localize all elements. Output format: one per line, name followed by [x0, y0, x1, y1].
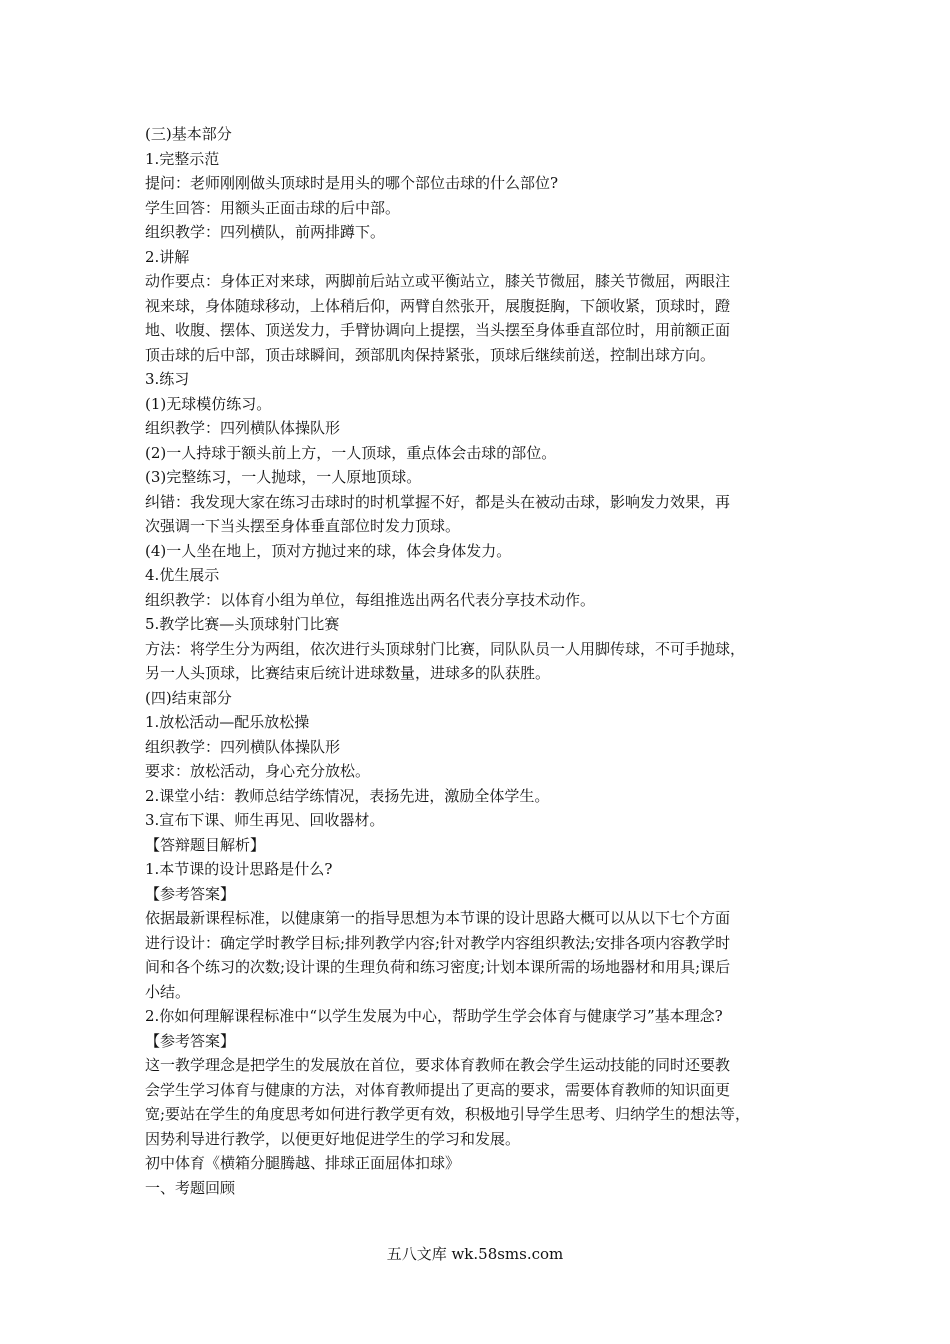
section-heading-defense: 【答辩题目解析】 — [145, 835, 266, 854]
text-line: 小结。 — [145, 982, 191, 1001]
text-line: 要求：放松活动，身心充分放松。 — [145, 762, 371, 780]
item-heading: 4.优生展示 — [145, 566, 220, 584]
text-line: 2.课堂小结：教师总结学练情况，表扬先进，激励全体学生。 — [145, 786, 550, 805]
item-heading: 5.教学比赛—头顶球射门比赛 — [145, 615, 340, 633]
text-line: 组织教学：以体育小组为单位，每组推选出两名代表分享技术动作。 — [145, 590, 596, 609]
text-line: 纠错：我发现大家在练习击球时的时机掌握不好，都是头在被动击球，影响发力效果，再 — [145, 492, 731, 511]
text-line: 进行设计：确定学时教学目标;排列教学内容;针对教学内容组织教法;安排各项内容教学时 — [145, 933, 731, 952]
text-line: 会学生学习体育与健康的方法，对体育教师提出了更高的要求，需要体育教师的知识面更 — [145, 1080, 731, 1099]
text-line: 这一教学理念是把学生的发展放在首位，要求体育教师在教会学生运动技能的同时还要教 — [145, 1056, 731, 1074]
question-line: 2.你如何理解课程标准中“以学生发展为中心，帮助学生学会体育与健康学习”基本理念? — [145, 1007, 723, 1025]
text-line: 组织教学：四列横队体操队形 — [145, 419, 341, 437]
text-line: 视来球，身体随球移动，上体稍后仰，两臂自然张开，展腹挺胸，下颌收紧，顶球时，蹬 — [145, 296, 731, 315]
text-line: 地、收腹、摆体、顶送发力，手臂协调向上提摆，当头摆至身体垂直部位时，用前额正面 — [145, 321, 731, 339]
answer-heading: 【参考答案】 — [145, 884, 236, 903]
text-line: (1)无球模仿练习。 — [145, 394, 272, 413]
text-line: 组织教学：四列横队体操队形 — [145, 737, 341, 756]
item-heading: 3.练习 — [145, 370, 190, 388]
answer-heading: 【参考答案】 — [145, 1031, 236, 1050]
text-line: 方法：将学生分为两组，依次进行头顶球射门比赛，同队队员一人用脚传球，不可手抛球， — [145, 639, 746, 658]
text-line: 另一人头顶球，比赛结束后统计进球数量，进球多的队获胜。 — [145, 664, 551, 682]
text-line: 3.宣布下课、师生再见、回收器材。 — [145, 811, 385, 829]
text-line: 依据最新课程标准，以健康第一的指导思想为本节课的设计思路大概可以从以下七个方面 — [145, 909, 731, 927]
text-line: 动作要点：身体正对来球，两脚前后站立或平衡站立，膝关节微屈，膝关节微屈，两眼注 — [145, 272, 731, 290]
section-heading-ending: (四)结束部分 — [145, 688, 232, 707]
footer-watermark: 五八文库 wk.58sms.com — [386, 1245, 564, 1263]
text-line: 因势利导进行教学，以便更好地促进学生的学习和发展。 — [145, 1129, 521, 1148]
text-line: (4)一人坐在地上，顶对方抛过来的球，体会身体发力。 — [145, 541, 512, 560]
section-heading-review: 一、考题回顾 — [145, 1178, 236, 1197]
text-line: 顶击球的后中部，顶击球瞬间，颈部肌肉保持紧张，顶球后继续前送，控制出球方向。 — [145, 345, 716, 364]
text-line: 学生回答：用额头正面击球的后中部。 — [145, 198, 401, 217]
question-line: 1.本节课的设计思路是什么? — [145, 860, 333, 878]
item-heading: 1.完整示范 — [145, 149, 220, 168]
text-line: 组织教学：四列横队，前两排蹲下。 — [145, 223, 386, 241]
topic-title: 初中体育《横箱分腿腾越、排球正面屈体扣球》 — [145, 1154, 461, 1172]
text-line: 宽;要站在学生的角度思考如何进行教学更有效，积极地引导学生思考、归纳学生的想法等， — [145, 1105, 751, 1123]
section-heading-basic: (三)基本部分 — [145, 125, 232, 143]
text-line: 次强调一下当头摆至身体垂直部位时发力顶球。 — [145, 517, 461, 535]
item-heading: 2.讲解 — [145, 247, 190, 266]
text-line: 提问：老师刚刚做头顶球时是用头的哪个部位击球的什么部位? — [145, 174, 559, 192]
item-heading: 1.放松活动—配乐放松操 — [145, 713, 310, 731]
text-line: (2)一人持球于额头前上方，一人顶球，重点体会击球的部位。 — [145, 443, 557, 462]
text-line: 间和各个练习的次数;设计课的生理负荷和练习密度;计划本课所需的场地器材和用具;课后 — [145, 958, 731, 976]
document-body — [145, 122, 805, 1200]
text-line: (3)完整练习，一人抛球，一人原地顶球。 — [145, 468, 422, 486]
